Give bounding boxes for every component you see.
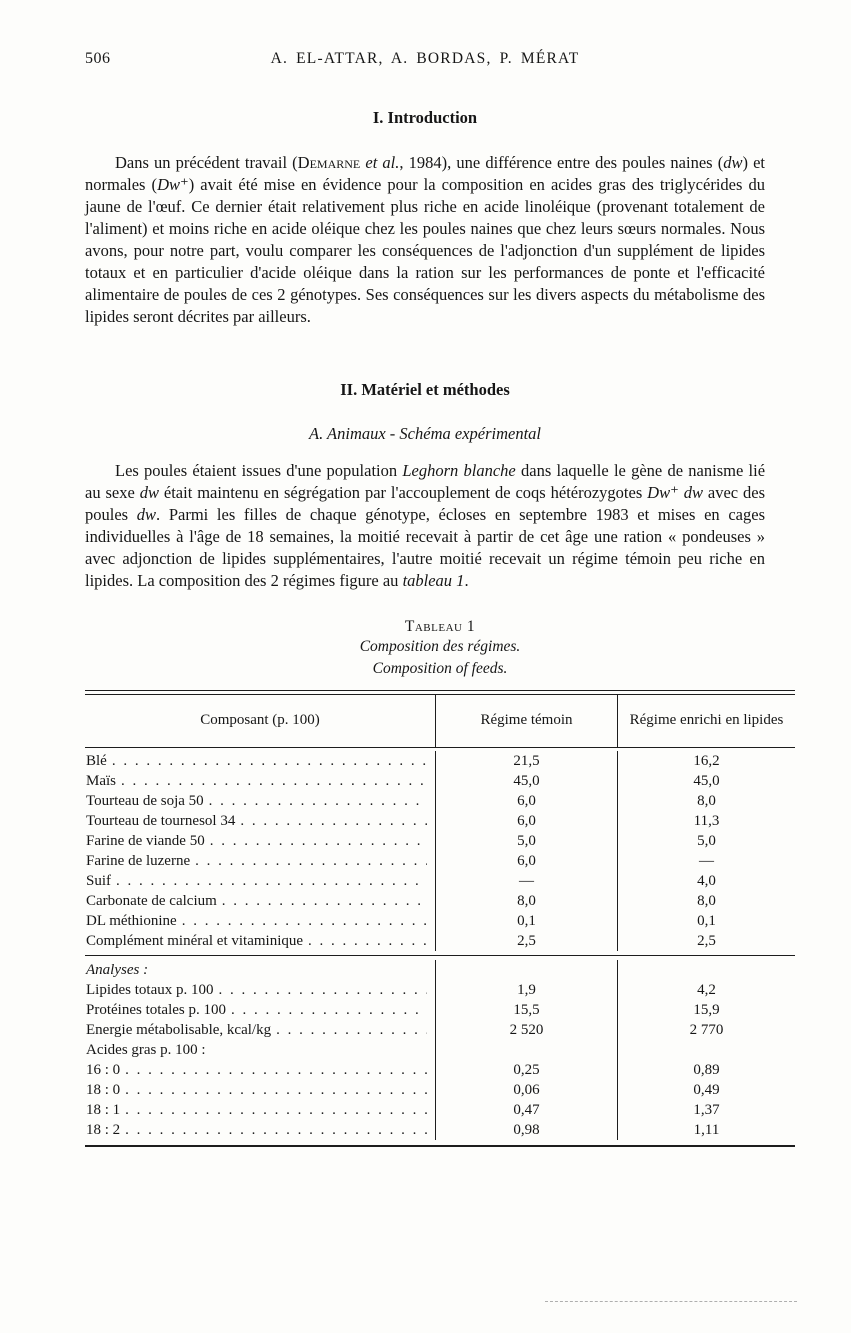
section-heading-introduction: I. Introduction [372,108,478,127]
table-row [85,1080,795,1100]
text-run: ) et normales ( [85,153,765,194]
table-row [85,960,795,980]
text-run: et al. [365,153,400,172]
value-control: 0,98 [435,1120,617,1140]
value-enriched: 0,89 [617,1060,795,1080]
text-run: . [464,571,469,590]
dot-leader [222,891,427,911]
text-run: dans laquelle le gène de nanisme lié au sexe [85,461,766,502]
table-label: Tableau 1 [404,618,476,635]
value-enriched: 11,3 [617,811,795,831]
dot-leader [125,1080,427,1100]
value-enriched: 0,1 [617,911,795,931]
value-control: — [435,871,617,891]
dot-leader [209,791,427,811]
page-header [85,50,765,72]
value-control: 0,1 [435,911,617,931]
value-control: 0,47 [435,1100,617,1120]
dot-leader [182,911,427,931]
value-enriched: 4,0 [617,871,795,891]
value-enriched: 8,0 [617,891,795,911]
row-label: Analyses : [86,961,149,978]
table-header-row [85,695,795,748]
dot-leader [125,1120,427,1140]
value-control: 0,25 [435,1060,617,1080]
methods-paragraph [85,460,765,592]
text-run: , 1984), une différence entre des poules naines ( [399,153,724,172]
table-row [85,851,795,871]
value-control: 1,9 [435,980,617,1000]
row-label: 18 : 2 [86,1121,121,1138]
table-block [85,618,795,1147]
text-run: dw [139,483,159,502]
value-enriched: 4,2 [617,980,795,1000]
table-row [85,771,795,791]
value-enriched: 16,2 [617,751,795,771]
row-label: Farine de luzerne [86,852,191,869]
text-run: dw [136,505,157,524]
value-control: 6,0 [435,851,617,871]
composition-table [85,690,795,1147]
value-control: 2 520 [435,1020,617,1040]
table-row [85,791,795,811]
text-run: Dw⁺ dw [647,483,703,502]
table-row [85,911,795,931]
text-run: Demarne [297,153,361,172]
row-label: Complément minéral et vitaminique [86,932,304,949]
row-label: 16 : 0 [86,1061,121,1078]
dot-leader [125,1100,427,1120]
value-enriched: 2,5 [617,931,795,951]
row-label: Acides gras p. 100 : [86,1041,206,1058]
table-row [85,831,795,851]
table-row [85,980,795,1000]
text-run: Leghorn blanche [402,461,516,480]
text-run: Les poules étaient issues d'une population [115,461,403,480]
value-control: 2,5 [435,931,617,951]
table-row [85,751,795,771]
row-label: Protéines totales p. 100 [86,1001,226,1018]
table-row [85,891,795,911]
dot-leader [121,771,427,791]
subsection-heading-animaux: A. Animaux - Schéma expérimental [309,424,541,443]
value-enriched [617,1040,795,1060]
value-control [435,960,617,980]
dot-leader [308,931,427,951]
value-enriched: 5,0 [617,831,795,851]
value-enriched [617,960,795,980]
value-enriched: 2 770 [617,1020,795,1040]
page-number: 506 [85,50,111,67]
dot-leader [125,1060,427,1080]
text-run: ) avait été mise en évidence pour la composition en acides gras des triglycérides du jaune de l'œuf. Ce dernier était relativement plus riche en acide linoléique (provenant totalement de l'aliment) et moins riche en acide oléique chez les poules naines que chez leurs sœurs normales. Nous avons, pour notre part, voulu comparer les conséquences de l'adjonction d'un supplément de lipides totaux et en particulier d'acide oléique dans la ration sur les performances de ponte et l'efficacité alimentaire de poules de ces 2 génotypes. Ses conséquences sur les divers aspects du métabolisme des lipides seront décrites par ailleurs. [85,175,765,326]
dot-leader [231,1000,427,1020]
dot-leader [210,831,427,851]
row-label: Suif [86,872,112,889]
text-run: . Parmi les filles de chaque génotype, écloses en septembre 1983 et mises en cages individuelles à l'âge de 18 semaines, la moitié recevait à partir de cet âge une ration « pondeuses » avec adjonction de lipides supplémentaires, l'autre moitié recevait un régime témoin peu riche en lipides. La composition des 2 régimes figure au [85,505,765,590]
table-row [85,811,795,831]
value-control [435,1040,617,1060]
dot-leader [116,871,427,891]
running-head: A. EL-ATTAR, A. BORDAS, P. MÉRAT [270,50,580,67]
section-heading-methods: II. Matériel et méthodes [340,380,510,399]
composition-table-inner [85,694,795,1147]
text-run: tableau 1 [402,571,465,590]
row-label: Lipides totaux p. 100 [86,981,214,998]
row-label: Energie métabolisable, kcal/kg [86,1021,272,1038]
dot-leader [112,751,427,771]
table-row [85,1000,795,1020]
row-label: 18 : 1 [86,1101,121,1118]
value-enriched: 8,0 [617,791,795,811]
dot-leader [195,851,427,871]
text-run: avec des poules [85,483,765,524]
text-run: Dans un précédent travail ( [115,153,298,172]
value-enriched: 0,49 [617,1080,795,1100]
text-run: dw [723,153,743,172]
value-control: 15,5 [435,1000,617,1020]
value-enriched: — [617,851,795,871]
value-enriched: 1,11 [617,1120,795,1140]
table-row [85,1060,795,1080]
row-label: Farine de viande 50 [86,832,205,849]
value-enriched: 45,0 [617,771,795,791]
table-caption-fr: Composition des régimes. [359,638,521,655]
table-row [85,931,795,951]
table-caption-en: Composition of feeds. [372,660,508,677]
value-control: 6,0 [435,791,617,811]
value-control: 6,0 [435,811,617,831]
intro-paragraph [85,152,765,328]
value-enriched: 15,9 [617,1000,795,1020]
column-header-enriched: Régime enrichi en lipides [617,695,795,747]
table-row [85,1100,795,1120]
row-label: Tourteau de tournesol 34 [86,812,236,829]
row-label: DL méthionine [86,912,177,929]
dot-leader [240,811,427,831]
table-analyses-rows [85,955,795,1145]
column-header-control: Régime témoin [435,695,617,747]
dot-leader [219,980,428,1000]
value-control: 8,0 [435,891,617,911]
scan-artifact-dashed-line [545,1301,797,1302]
table-row [85,1020,795,1040]
value-control: 0,06 [435,1080,617,1100]
row-label: 18 : 0 [86,1081,121,1098]
table-row [85,871,795,891]
row-label: Carbonate de calcium [86,892,217,909]
text-run: Dw⁺ [157,175,189,194]
value-control: 21,5 [435,751,617,771]
value-enriched: 1,37 [617,1100,795,1120]
text-run: était maintenu en ségrégation par l'accouplement de coqs hétérozygotes [158,483,648,502]
table-row [85,1040,795,1060]
value-control: 45,0 [435,771,617,791]
value-control: 5,0 [435,831,617,851]
table-main-rows [85,748,795,955]
dot-leader [276,1020,427,1040]
row-label: Maïs [86,772,116,789]
row-label: Tourteau de soja 50 [86,792,204,809]
row-label: Blé [86,752,107,769]
table-row [85,1120,795,1140]
column-header-component: Composant (p. 100) [200,712,320,728]
